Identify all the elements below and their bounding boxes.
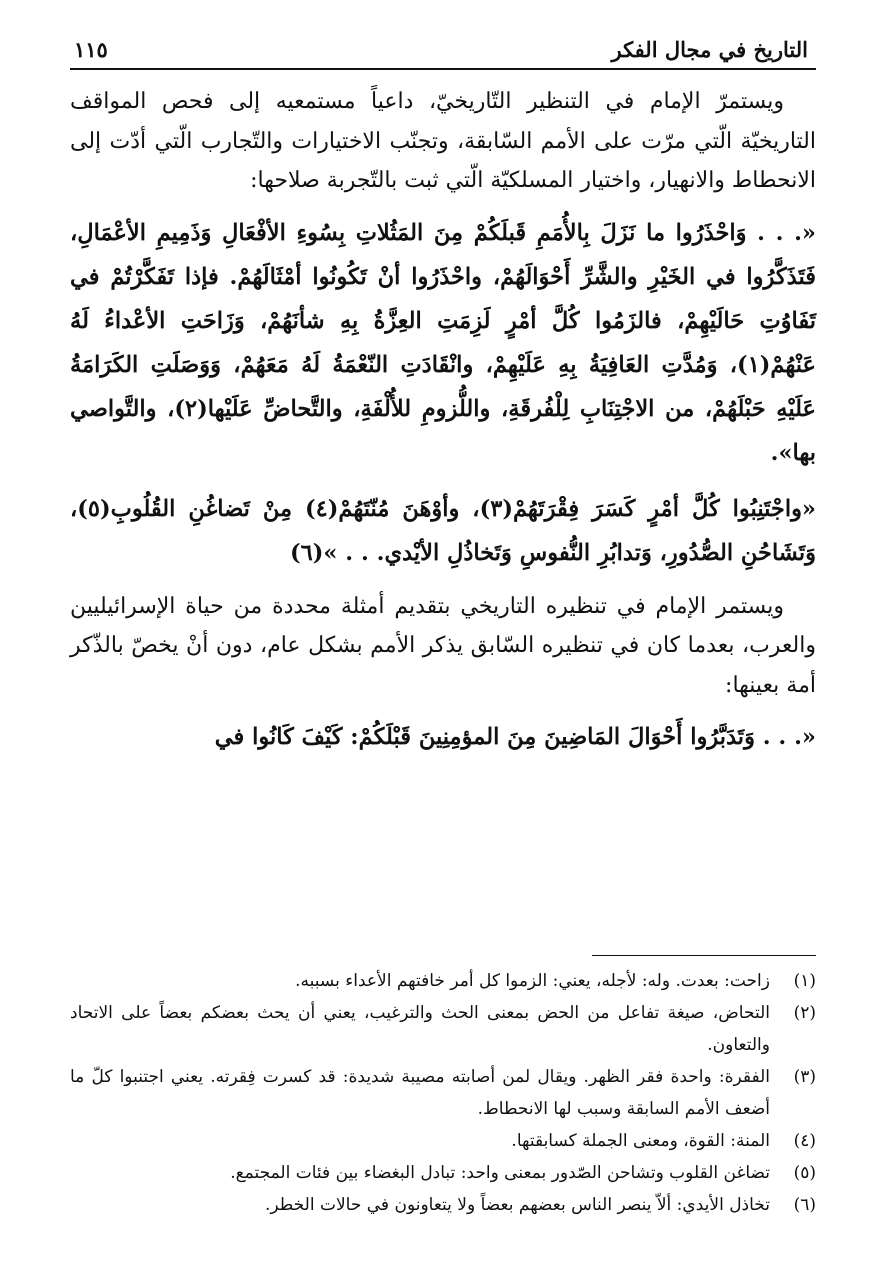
footnote-text: تضاغن القلوب وتشاحن الصّدور بمعنى واحد: تبادل البغضاء بين فئات المجتمع. bbox=[230, 1163, 770, 1183]
footnote-item bbox=[70, 1061, 816, 1125]
footnote-item bbox=[70, 997, 816, 1061]
running-header bbox=[70, 22, 816, 70]
footnote-number: (٥) bbox=[793, 1163, 816, 1183]
footnote-number: (٢) bbox=[793, 1003, 816, 1023]
footnote-number: (٦) bbox=[793, 1195, 816, 1215]
footnote-text: التحاض، صيغة تفاعل من الحض بمعنى الحث والترغيب، يعني أن يحث بعضكم بعضاً على الاتحاد والتعاون. bbox=[70, 1003, 770, 1055]
footnote-text: المنة: القوة، ومعنى الجملة كسابقتها. bbox=[511, 1131, 770, 1151]
footnote-text: الفقرة: واحدة فقر الظهر. ويقال لمن أصابته مصيبة شديدة: قد كسرت فِقرته. يعني اجتنبوا كلّ ما أضعف الأمم السابقة وسبب لها الانحطاط. bbox=[70, 1067, 770, 1119]
footnote-text: تخاذل الأيدي: ألاّ ينصر الناس بعضهم بعضاً ولا يتعاونون في حالات الخطر. bbox=[264, 1195, 770, 1215]
page bbox=[70, 22, 816, 759]
main-text bbox=[70, 82, 816, 759]
page-number: ١١٥ bbox=[74, 37, 108, 62]
footnote-item bbox=[70, 965, 816, 997]
footnote-number: (١) bbox=[793, 971, 816, 991]
running-title: التاريخ في مجال الفكر bbox=[611, 37, 808, 62]
quote-block-2: «واجْتَنِبُوا كُلَّ أمْرٍ كَسَرَ فِقْرَتَهُمْ(٣)، وأوْهَنَ مُنّتَهُمْ(٤) مِنْ تَضاغُنِ القُلُوبِ(٥)، وَتَشَاحُنِ الصُّدُورِ، وَتدابُرِ النُّفوسِ وَتَخاذُلِ الأيْدي. . . »(٦) bbox=[70, 495, 816, 566]
quote-block-1: «. . . وَاحْذَرُوا ما نَزَلَ بِالأُمَمِ قَبلَكُمْ مِنَ المَثُلاتِ بِسُوءِ الأفْعَالِ وَذَمِيمِ الأعْمَالِ، فَتَذَكَّرُوا في الخَيْرِ والشَّرِّ أَحْوَالَهُمْ، واحْذَرُوا أنْ تَكُونُوا أمْثَالَهُمْ. فإذا تَفَكَّرْتُمْ في تَفَاوُتِ حَالَيْهِمْ، فالزَمُوا كُلَّ أمْرٍ لَزِمَتِ العِزَّةُ بِهِ شأنَهُمْ، وَزَاحَتِ الأعْداءُ لَهُ عَنْهُمْ(١)، وَمُدَّتِ العَافِيَةُ بِهِ عَلَيْهِمْ، وانْقَادَتِ النّعْمَةُ لَهُ مَعَهُمْ، وَوَصَلَتِ الكَرَامَةُ عَلَيْهِ حَبْلَهُمْ، من الاجْتِنَابِ لِلْفُرقَةِ، واللُّزومِ للأُلْفَةِ، والتَّحاضِّ عَلَيْها(٢)، والتَّواصي بها». bbox=[70, 219, 816, 466]
footnote-separator bbox=[592, 955, 816, 956]
quote-block-3: «. . . وَتَدَبَّرُوا أَحْوَالَ المَاضِينَ مِنَ المؤمِنِينَ قَبْلَكُمْ: كَيْفَ كَانُوا في bbox=[214, 724, 816, 750]
footnotes bbox=[70, 965, 816, 1221]
footnote-item bbox=[70, 1157, 816, 1189]
footnote-item bbox=[70, 1125, 816, 1157]
paragraph-continuation: ويستمر الإمام في تنظيره التاريخي بتقديم أمثلة محددة من حياة الإسرائيليين والعرب، بعدما كان في تنظيره السّابق يذكر الأمم بشكل عام، دون أنْ يخصّ بالذّكر أمة بعينها: bbox=[70, 593, 816, 698]
footnote-item bbox=[70, 1189, 816, 1221]
footnote-text: زاحت: بعدت. وله: لأجله، يعني: الزموا كل أمر خافتهم الأعداء بسببه. bbox=[295, 971, 770, 991]
footnote-number: (٣) bbox=[793, 1067, 816, 1087]
paragraph-intro: ويستمرّ الإمام في التنظير التّاريخيّ، داعياً مستمعيه إلى فحص المواقف التاريخيّة الّتي مرّت على الأمم السّابقة، وتجنّب الاختيارات والتّجارب الّتي أدّت إلى الانحطاط والانهيار، واختيار المسلكيّة الّتي ثبت بالتّجربة صلاحها: bbox=[70, 89, 816, 193]
footnote-number: (٤) bbox=[793, 1131, 816, 1151]
